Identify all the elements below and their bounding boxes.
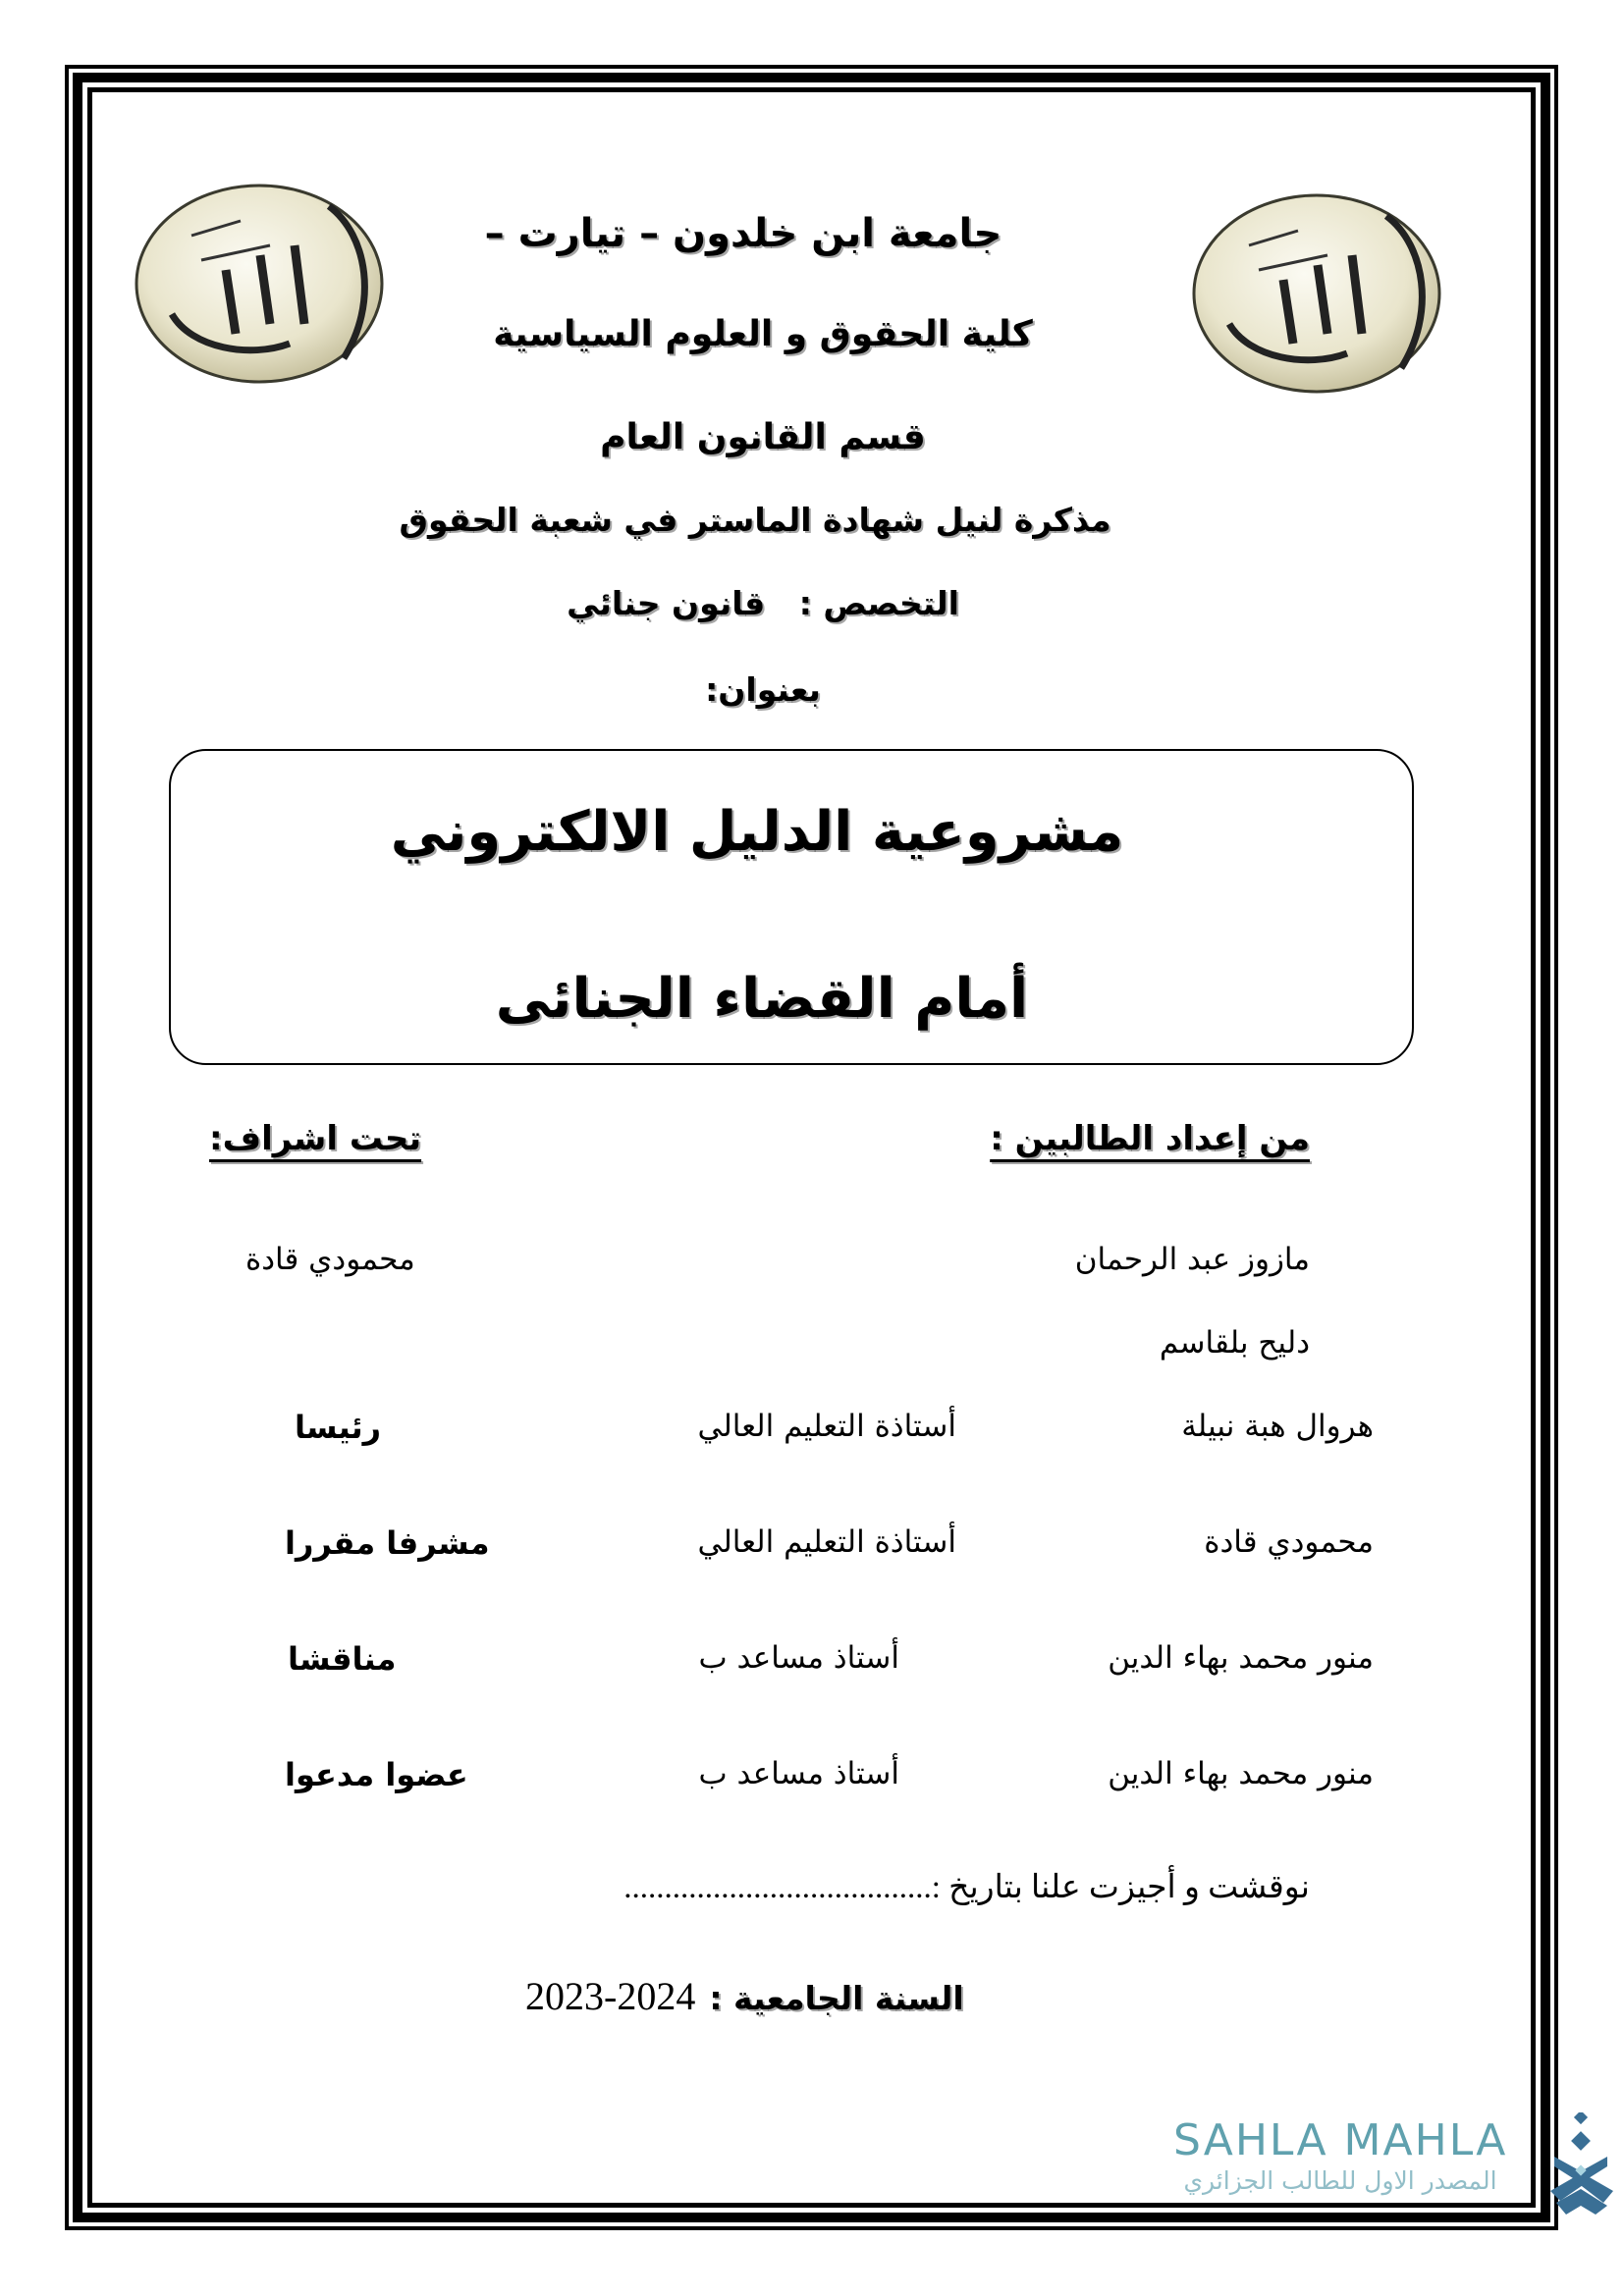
committee-member-name: منور محمد بهاء الدين <box>1108 1640 1374 1676</box>
calligraphy-logo-icon <box>1546 2112 1617 2220</box>
committee-member-name: منور محمد بهاء الدين <box>1108 1756 1374 1791</box>
committee-member-rank: أستاذة التعليم العالي <box>697 1409 956 1444</box>
thesis-title-line-1: مشروعية الدليل الالكتروني <box>390 800 1124 864</box>
academic-year-value: 2023-2024 <box>525 1974 696 2018</box>
defense-date-line <box>623 1867 1310 1906</box>
thesis-title-line-2: أمام القضاء الجنائى <box>495 967 1029 1031</box>
academic-year-line <box>525 1973 964 2019</box>
committee-member-role: مناقشا <box>288 1640 397 1678</box>
students-heading: من إعداد الطالبين : <box>990 1119 1310 1158</box>
committee-member-name: محمودي قادة <box>1204 1524 1374 1560</box>
student-name: دليح بلقاسم <box>1159 1325 1310 1361</box>
degree-statement: مذكرة لنيل شهادة الماستر في شعبة الحقوق <box>399 501 1111 539</box>
university-name: جامعة ابن خلدون – تيارت – <box>484 211 1002 256</box>
defense-date-placeholder: ...................................... <box>623 1870 932 1905</box>
committee-member-rank: أستاذ مساعد ب <box>698 1756 899 1791</box>
student-name: مازوز عبد الرحمان <box>1074 1242 1310 1277</box>
committee-member-role: عضوا مدعوا <box>285 1756 468 1793</box>
specialty-line <box>0 584 1624 622</box>
academic-year-label: السنة الجامعية : <box>709 1979 964 2017</box>
title-label: بعنوان: <box>705 670 821 709</box>
defense-text: نوقشت و أجيزت علنا بتاريخ : <box>931 1870 1310 1905</box>
committee-member-name: هروال هبة نبيلة <box>1181 1409 1374 1444</box>
university-logo-icon <box>133 177 386 391</box>
watermark-tagline: المصدر الاول للطالب الجزائري <box>1183 2166 1497 2195</box>
faculty-name: كلية الحقوق و العلوم السياسية <box>493 314 1033 354</box>
thesis-title-box <box>169 749 1414 1065</box>
department-name: قسم القانون العام <box>600 417 926 457</box>
watermark-brand: SAHLA MAHLA <box>1173 2115 1508 2165</box>
sahla-mahla-watermark <box>1173 2115 1508 2195</box>
specialty-value: قانون جنائي <box>567 584 766 622</box>
supervisor-name: محمودي قادة <box>245 1242 415 1277</box>
committee-member-rank: أستاذة التعليم العالي <box>697 1524 956 1560</box>
committee-member-role: مشرفا مقررا <box>285 1524 490 1562</box>
committee-member-role: رئيسا <box>295 1409 382 1446</box>
committee-member-rank: أستاذ مساعد ب <box>698 1640 899 1676</box>
specialty-label: التخصص : <box>798 584 959 622</box>
supervision-heading: تحت اشراف: <box>209 1119 422 1158</box>
